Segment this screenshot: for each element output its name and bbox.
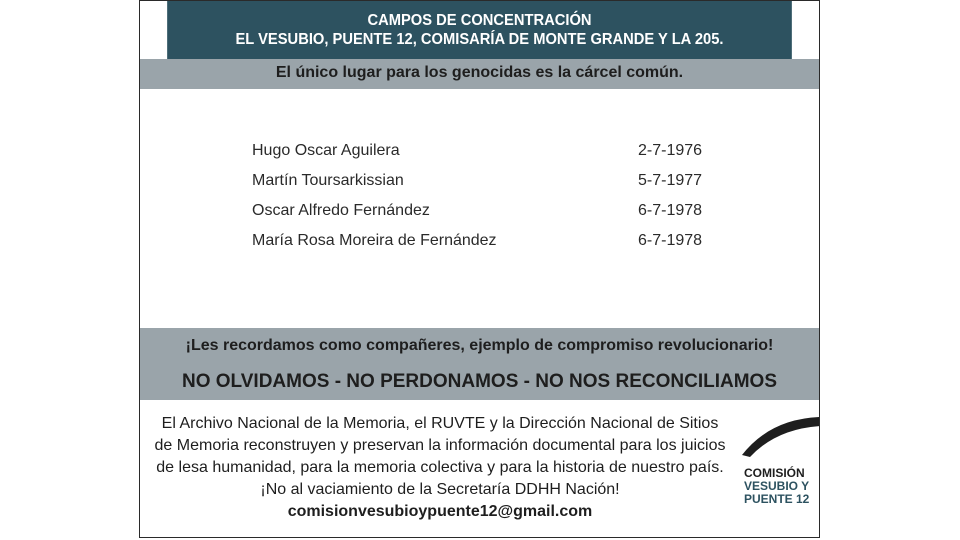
- comision-logo: [744, 467, 809, 506]
- logo-line-2: VESUBIO Y: [744, 479, 810, 493]
- footer-line-3: de lesa humanidad, para la memoria colectiva y para la historia de nuestro país.: [156, 459, 724, 476]
- list-item: [252, 140, 712, 170]
- person-date: 2-7-1976: [638, 142, 703, 159]
- footer-line-1: El Archivo Nacional de la Memoria, el RUVTE y la Dirección Nacional de Sitios: [161, 415, 719, 432]
- person-date: 6-7-1978: [638, 232, 703, 249]
- header-banner: [167, 1, 792, 59]
- person-name: Oscar Alfredo Fernández: [252, 202, 430, 219]
- slogan-bar: El único lugar para los genocidas es la cárcel común.: [140, 59, 819, 89]
- footer-line-2: de Memoria reconstruyen y preservan la información documental para los juicios: [154, 437, 726, 454]
- remembrance-text: ¡Les recordamos como compañeres, ejemplo de compromiso revolucionario!: [185, 337, 774, 354]
- list-item: [252, 200, 712, 230]
- person-date: 6-7-1978: [638, 202, 703, 219]
- list-item: [252, 170, 712, 200]
- logo-line-1: COMISIÓN: [744, 466, 805, 480]
- remembrance-band: [140, 328, 819, 400]
- person-name: Hugo Oscar Aguilera: [252, 142, 400, 159]
- footer-line-4: ¡No al vaciamiento de la Secretaría DDHH Nación!: [260, 481, 620, 498]
- list-item: [252, 230, 712, 260]
- motto-text: NO OLVIDAMOS - NO PERDONAMOS - NO NOS RECONCILIAMOS: [182, 371, 777, 392]
- person-name: María Rosa Moreira de Fernández: [252, 232, 497, 249]
- person-name: Martín Toursarkissian: [252, 172, 404, 189]
- notice-card: [139, 0, 820, 538]
- header-line-2: EL VESUBIO, PUENTE 12, COMISARÍA DE MONTE GRANDE Y LA 205.: [235, 31, 724, 48]
- people-list: [252, 140, 712, 260]
- logo-line-3: PUENTE 12: [744, 492, 810, 506]
- person-date: 5-7-1977: [638, 172, 703, 189]
- header-line-1: CAMPOS DE CONCENTRACIÓN: [367, 12, 592, 29]
- contact-email: comisionvesubioypuente12@gmail.com: [287, 503, 593, 520]
- footer-text: [152, 413, 728, 523]
